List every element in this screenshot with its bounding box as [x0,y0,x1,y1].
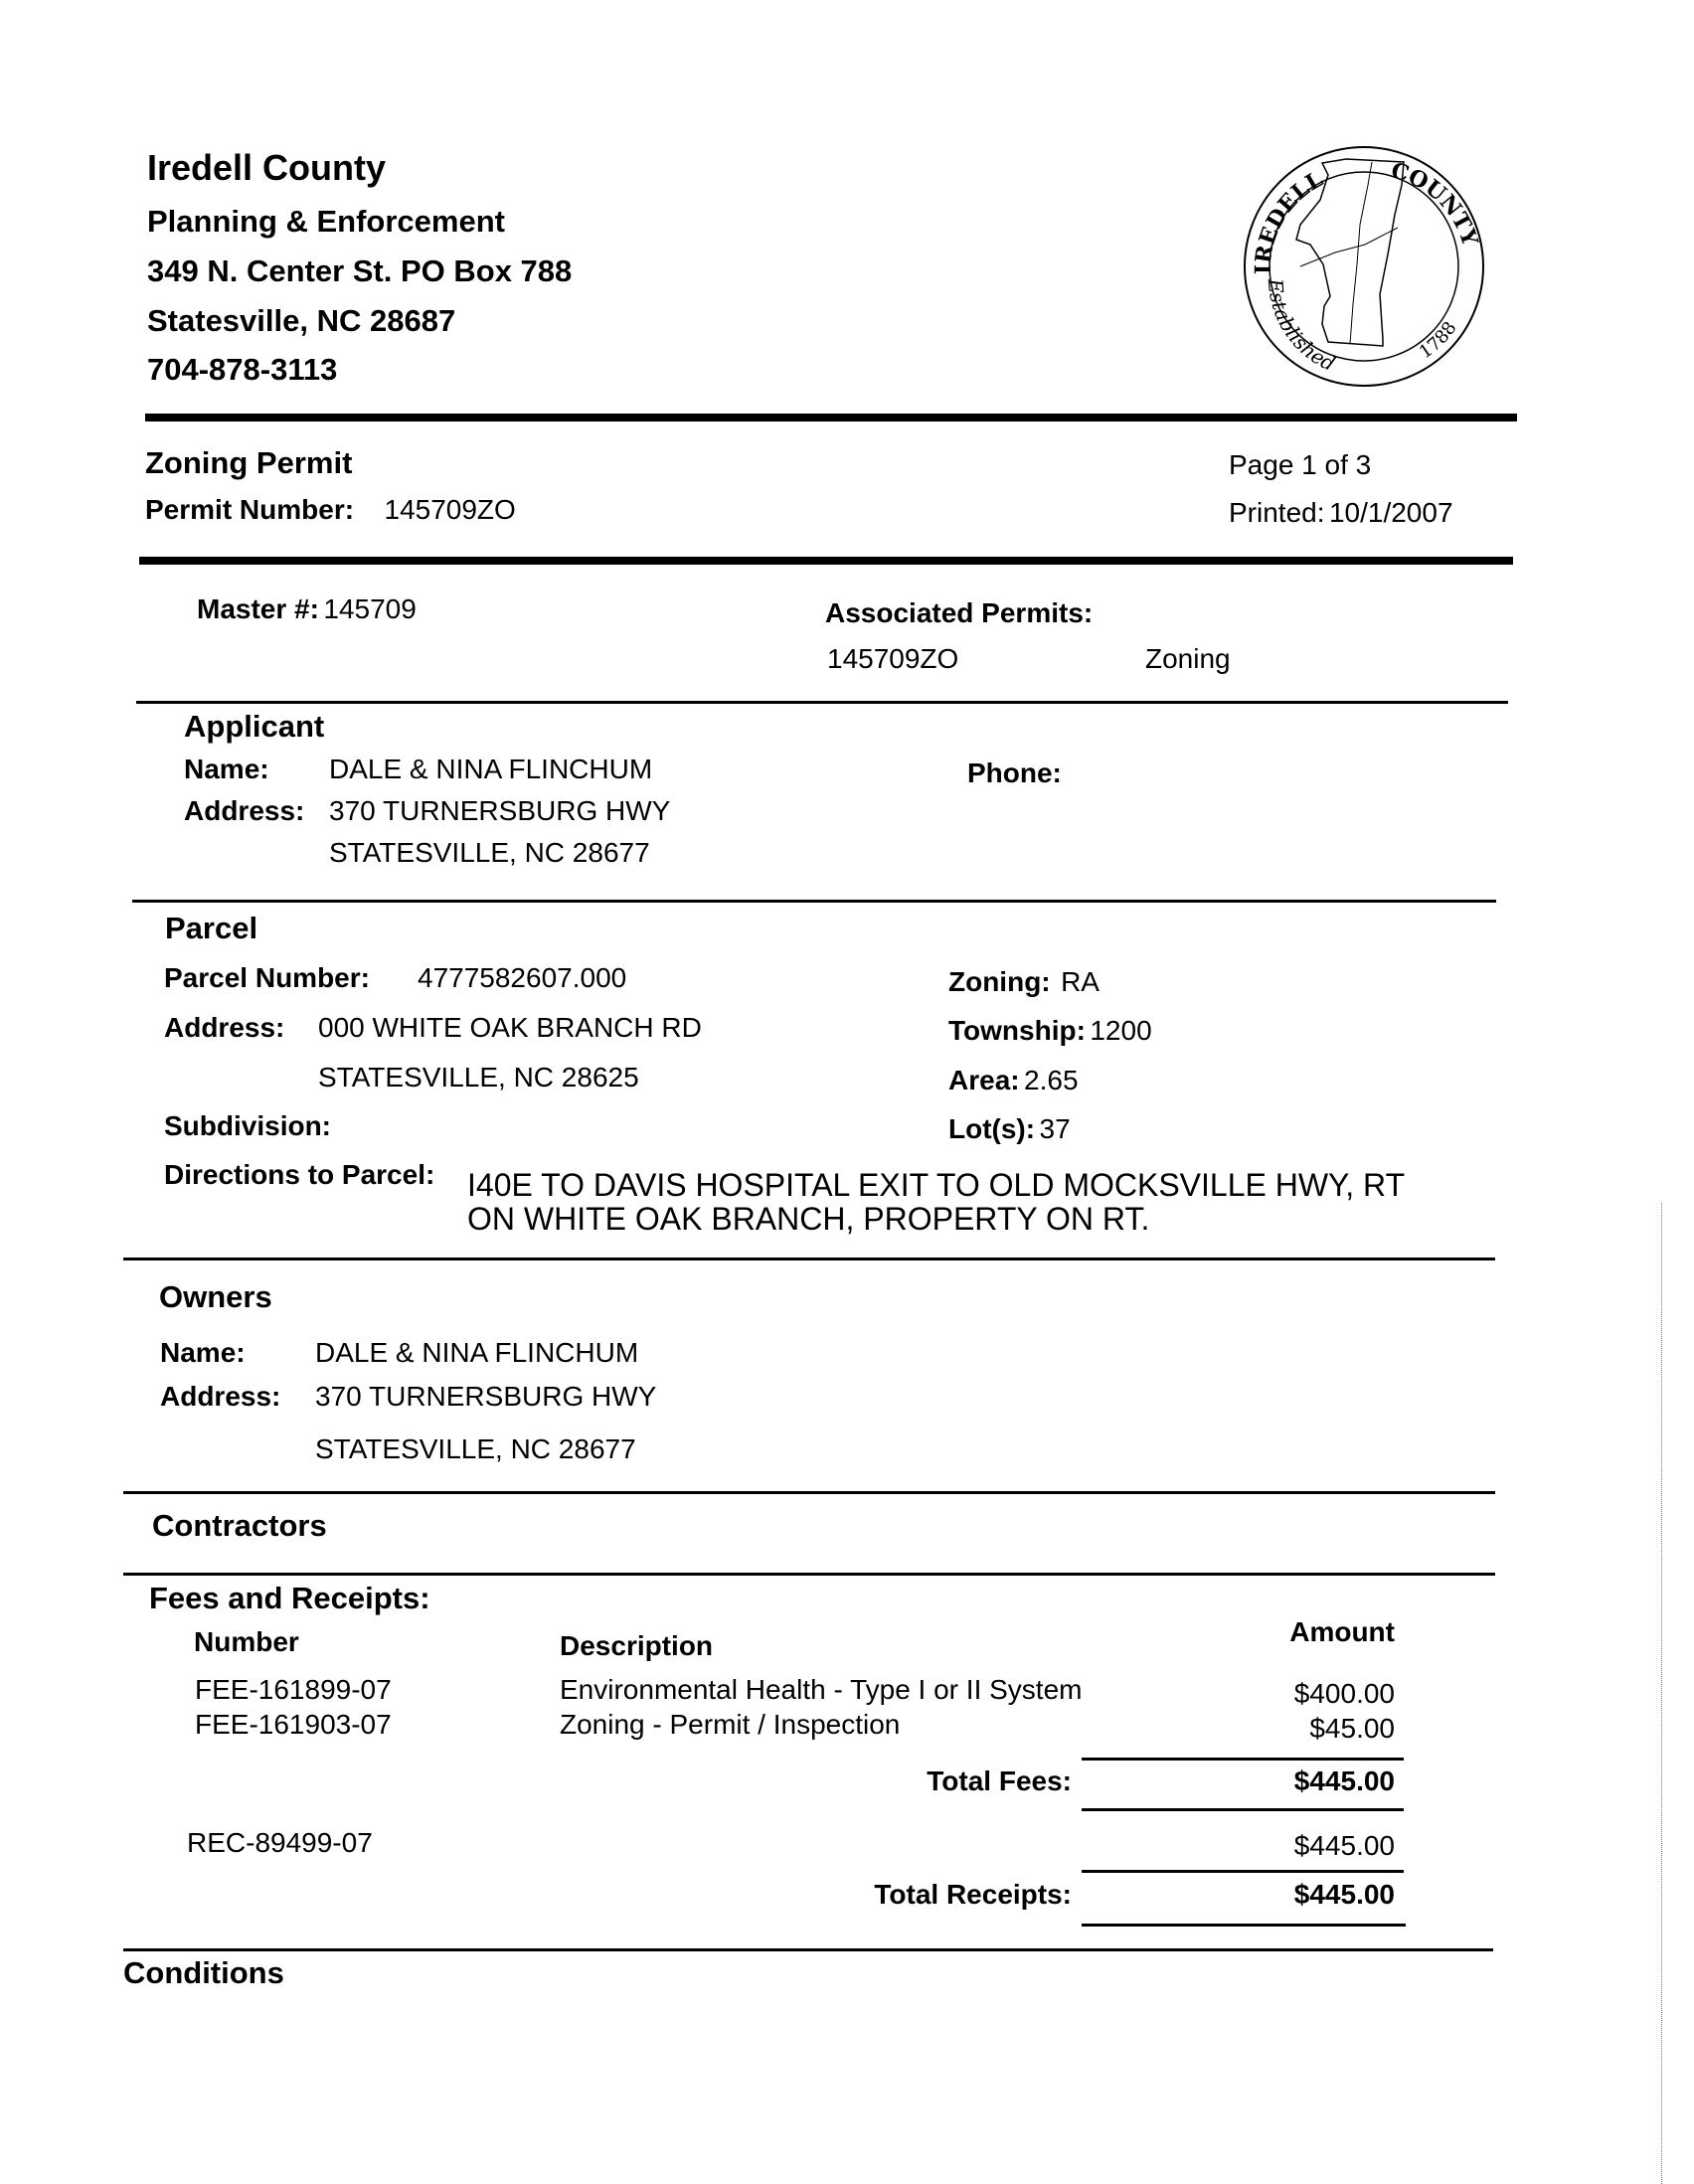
conditions-heading: Conditions [123,1955,284,1990]
fee-row-2-amount: $45.00 [1309,1713,1395,1744]
owners-address-label: Address: [160,1381,281,1412]
fees-divider [123,1948,1493,1951]
permit-number-row [145,494,516,526]
county-seal-icon [1241,145,1489,388]
svg-text:IREDELL [1251,166,1327,274]
parcel-number-label: Parcel Number: [164,962,370,993]
department-name: Planning & Enforcement [147,204,505,239]
applicant-heading: Applicant [184,709,325,744]
fees-col-amount: Amount [1289,1616,1395,1647]
total-fees-top-rule [1082,1758,1404,1761]
parcel-address-label: Address: [164,1012,285,1043]
township-label: Township: [948,1015,1086,1046]
area-row [948,1065,1079,1096]
total-receipts-bottom-rule [1082,1924,1406,1927]
scan-edge-line [1661,1203,1662,2184]
fee-row-1-description: Environmental Health - Type I or II System [560,1674,1083,1705]
owners-divider [123,1491,1495,1494]
applicant-address-line2: STATESVILLE, NC 28677 [329,837,650,868]
total-receipts-top-rule [1082,1870,1404,1873]
master-row [197,593,417,625]
directions-line2: ON WHITE OAK BRANCH, PROPERTY ON RT. [467,1201,1150,1237]
owners-address-line2: STATESVILLE, NC 28677 [315,1433,636,1464]
svg-text:Established: Established [1263,277,1339,377]
subdivision-label: Subdivision: [164,1110,331,1141]
svg-text:COUNTY: COUNTY [1388,157,1483,250]
applicant-address-label: Address: [184,795,305,826]
parcel-address-line1: 000 WHITE OAK BRANCH RD [318,1012,702,1043]
permit-divider [139,557,1513,565]
receipt-row-1-number: REC-89499-07 [187,1827,373,1858]
applicant-divider [132,900,1496,903]
total-fees-value: $445.00 [1293,1765,1395,1796]
zoning-value: RA [1061,966,1100,997]
org-street: 349 N. Center St. PO Box 788 [147,253,573,288]
printed-row [1229,497,1453,529]
permit-title: Zoning Permit [145,445,353,480]
contractors-divider [123,1573,1495,1576]
svg-text:1788: 1788 [1415,317,1461,364]
directions-label: Directions to Parcel: [164,1159,435,1190]
owners-name: DALE & NINA FLINCHUM [315,1337,639,1368]
parcel-divider [123,1258,1495,1260]
applicant-phone-label: Phone: [967,757,1062,788]
total-fees-label: Total Fees: [927,1765,1072,1796]
fees-col-number: Number [194,1626,299,1657]
org-city-state-zip: Statesville, NC 28687 [147,303,456,338]
associated-permit-type: Zoning [1145,643,1231,674]
master-value: 145709 [323,593,417,624]
fee-row-2-number: FEE-161903-07 [195,1709,392,1740]
lots-row [948,1113,1071,1145]
lots-label: Lot(s): [948,1113,1036,1144]
zoning-label: Zoning: [948,966,1051,997]
lots-value: 37 [1039,1113,1071,1144]
fee-row-1-amount: $400.00 [1293,1678,1395,1709]
applicant-name-label: Name: [184,754,269,784]
fees-col-description: Description [560,1630,714,1661]
contractors-heading: Contractors [152,1508,327,1543]
parcel-address-line2: STATESVILLE, NC 28625 [318,1062,639,1092]
permit-number-value: 145709ZO [384,494,516,525]
master-divider [136,701,1508,704]
associated-permit-number: 145709ZO [827,643,959,674]
receipt-row-1-amount: $445.00 [1293,1830,1395,1861]
owners-address-line1: 370 TURNERSBURG HWY [315,1381,657,1412]
parcel-number: 4777582607.000 [418,962,627,993]
owners-heading: Owners [159,1279,272,1314]
directions-line1: I40E TO DAVIS HOSPITAL EXIT TO OLD MOCKSVILLE HWY, RT [467,1167,1406,1203]
fee-row-2-description: Zoning - Permit / Inspection [560,1709,901,1740]
parcel-heading: Parcel [165,911,258,945]
printed-label: Printed: [1229,497,1325,528]
area-label: Area: [948,1065,1020,1095]
org-name: Iredell County [147,147,387,188]
applicant-name: DALE & NINA FLINCHUM [329,754,653,784]
total-receipts-label: Total Receipts: [874,1879,1072,1910]
permit-number-label: Permit Number: [145,494,355,525]
fees-heading: Fees and Receipts: [149,1581,430,1615]
total-receipts-value: $445.00 [1293,1879,1395,1910]
org-phone: 704-878-3113 [147,352,338,387]
area-value: 2.65 [1024,1065,1079,1095]
master-label: Master #: [197,593,319,624]
township-value: 1200 [1090,1015,1152,1046]
header-divider [145,414,1517,421]
zoning-row [948,966,1100,998]
total-fees-bottom-rule [1082,1808,1404,1811]
printed-date: 10/1/2007 [1328,497,1453,528]
associated-permits-label: Associated Permits: [825,597,1094,628]
owners-name-label: Name: [160,1337,246,1368]
township-row [948,1015,1152,1047]
applicant-address-line1: 370 TURNERSBURG HWY [329,795,671,826]
page-info: Page 1 of 3 [1229,449,1372,480]
fee-row-1-number: FEE-161899-07 [195,1674,392,1705]
seal-text-iredell: IREDELL [1250,166,1328,275]
